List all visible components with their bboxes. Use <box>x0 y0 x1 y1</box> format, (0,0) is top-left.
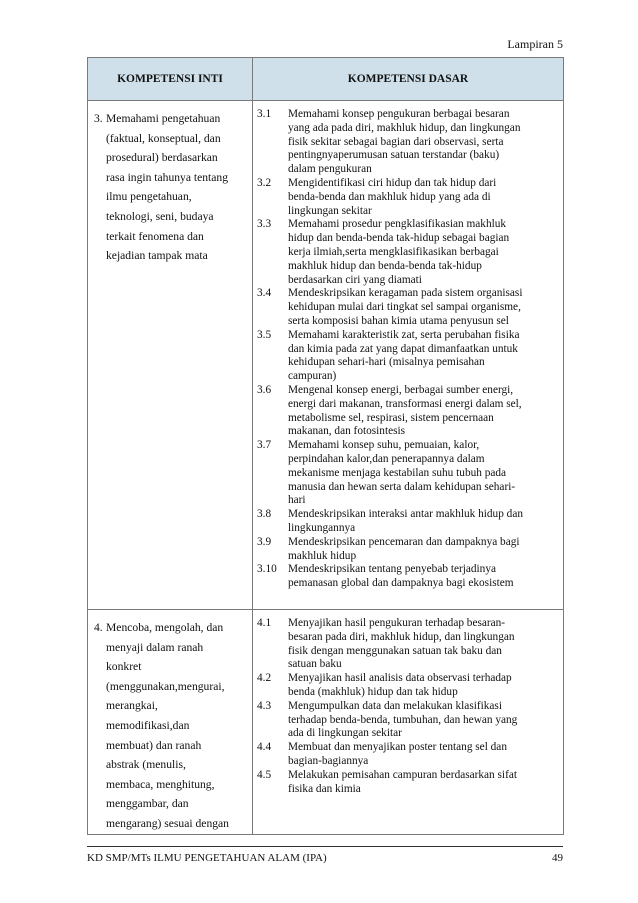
ki-line: rasa ingin tahunya tentang <box>106 170 229 184</box>
kd-line: Mendeskripsikan keragaman pada sistem organisasi <box>288 287 523 300</box>
ki-line: membaca, menghitung, <box>106 777 215 791</box>
kd-text <box>288 508 560 536</box>
ki-line: prosedural) berdasarkan <box>106 151 218 165</box>
ki-line: Memahami pengetahuan <box>106 112 221 125</box>
ki-line: merangkai, <box>106 699 158 713</box>
kd-line: manusia dan hewan serta dalam kehidupan sehari- <box>288 480 516 493</box>
kd-line: berdasarkan ciri yang diamati <box>288 273 422 286</box>
kd-text <box>288 741 560 769</box>
kd-text <box>288 287 560 328</box>
kd-text <box>288 700 560 741</box>
kd-line: satuan baku <box>288 658 342 671</box>
kd-number: 4.1 <box>257 617 272 629</box>
kd-item <box>257 218 560 287</box>
kd-line: bagian-bagiannya <box>288 754 369 767</box>
kd-number: 3.6 <box>257 383 272 396</box>
header-kompetensi-dasar: KOMPETENSI DASAR <box>253 58 564 101</box>
table-row <box>88 101 564 610</box>
kd-line: Memahami karakteristik zat, serta perubahan fisika <box>288 328 520 341</box>
header-kompetensi-inti: KOMPETENSI INTI <box>88 58 253 101</box>
kd-number: 3.7 <box>257 439 272 452</box>
kd-text <box>288 218 560 287</box>
kd-number: 4.4 <box>257 741 272 754</box>
kd-line: ada di lingkungan sekitar <box>288 727 402 740</box>
ki-line: terkait fenomena dan <box>106 229 204 243</box>
kd-item <box>257 617 560 672</box>
kd-line: makhluk hidup dan benda-benda tak-hidup <box>288 259 482 272</box>
kd-line: Mendeskripsikan tentang penyebab terjadinya <box>288 563 496 576</box>
kd-item <box>257 439 560 508</box>
kd-line: besaran pada diri, makhluk hidup, dan lingkungan <box>288 630 515 643</box>
footer-divider <box>87 846 563 847</box>
competency-table <box>87 57 564 835</box>
ki-line: (menggunakan,mengurai, <box>106 679 225 693</box>
ki-line: abstrak (menulis, <box>106 758 186 772</box>
kd-line: campuran) <box>288 370 337 383</box>
ki-line: mengarang) sesuai dengan <box>106 816 229 830</box>
kd-line: dan kimia pada zat yang dapat dimanfaatkan untuk <box>288 342 518 355</box>
kd-line: Memahami konsep suhu, pemuaian, kalor, <box>288 439 480 452</box>
kd-item <box>257 769 560 797</box>
footer-title: KD SMP/MTs ILMU PENGETAHUAN ALAM (IPA) <box>87 852 327 864</box>
kd-text <box>288 617 560 672</box>
ki-text <box>106 618 248 834</box>
kd-number: 3.8 <box>257 508 272 521</box>
kd-item <box>257 536 560 564</box>
ki-line: (faktual, konseptual, dan <box>106 131 221 145</box>
kd-text <box>288 439 560 508</box>
kd-line: kerja ilmiah,serta mengklasifikasikan berbagai <box>288 245 499 258</box>
kd-item <box>257 177 560 218</box>
kd-line: Mengenal konsep energi, berbagai sumber energi, <box>288 383 514 396</box>
kd-line: kehidupan sehari-hari (misalnya pemisahan <box>288 356 485 369</box>
kd-number: 4.5 <box>257 768 272 781</box>
kd-text <box>288 329 560 384</box>
ki-line: menyaji dalam ranah <box>106 640 204 654</box>
kd-text <box>288 536 560 564</box>
ki-line: kejadian tampak mata <box>106 249 208 263</box>
kd-text <box>288 672 560 700</box>
ki-line: membuat) dan ranah <box>106 738 202 752</box>
kd-item <box>257 508 560 536</box>
kd-line: Mendeskripsikan interaksi antar makhluk hidup dan <box>288 508 523 521</box>
kd-line: Membuat dan menyajikan poster tentang sel dan <box>288 741 507 754</box>
kd-line: lingkungan sekitar <box>288 204 372 217</box>
kd-number: 3.10 <box>257 563 277 576</box>
ki-line: menggambar, dan <box>106 797 189 811</box>
ki-cell <box>88 610 253 835</box>
kd-line: pentingnyaperumusan satuan terstandar (baku) <box>288 149 500 162</box>
kd-line: terhadap benda-benda, tumbuhan, dan hewan yang <box>288 713 518 726</box>
appendix-label: Lampiran 5 <box>507 37 563 51</box>
kd-line: fisika dan kimia <box>288 782 361 795</box>
kd-number: 4.2 <box>257 672 272 685</box>
kd-line: Mengidentifikasi ciri hidup dan tak hidup dari <box>288 176 497 189</box>
ki-line: Mencoba, mengolah, dan <box>106 621 224 634</box>
kd-line: hidup dan benda-benda tak-hidup sebagai bagian <box>288 232 510 245</box>
ki-number: 4. <box>94 621 103 634</box>
ki-line: teknologi, seni, budaya <box>106 209 214 223</box>
table-row <box>88 610 564 835</box>
ki-line: ilmu pengetahuan, <box>106 190 192 204</box>
kd-cell <box>253 101 564 610</box>
kd-line: fisik sekitar sebagai bagian dari observasi, serta <box>288 135 504 148</box>
kd-line: metabolisme sel, respirasi, sistem pencernaan <box>288 411 494 424</box>
kd-item <box>257 741 560 769</box>
kd-text <box>288 108 560 177</box>
kd-line: benda (makhluk) hidup dan tak hidup <box>288 685 458 698</box>
kd-item <box>257 384 560 439</box>
kd-line: hari <box>288 494 306 507</box>
ki-text <box>106 109 248 266</box>
kd-line: Melakukan pemisahan campuran berdasarkan sifat <box>288 768 517 781</box>
kd-item <box>257 700 560 741</box>
kd-line: Menyajikan hasil analisis data observasi terhadap <box>288 672 512 685</box>
kd-line: Memahami konsep pengukuran berbagai besaran <box>288 108 510 120</box>
table-header-row <box>88 58 564 101</box>
kd-cell <box>253 610 564 835</box>
kd-line: mekanisme menjaga kestabilan suhu tubuh pada <box>288 466 507 479</box>
kd-number: 3.5 <box>257 328 272 341</box>
kd-line: Mendeskripsikan pencemaran dan dampaknya bagi <box>288 535 520 548</box>
kd-line: Mengumpulkan data dan melakukan klasifikasi <box>288 699 502 712</box>
kd-line: fisik dengan menggunakan satuan tak baku dan <box>288 644 502 657</box>
kd-text <box>288 384 560 439</box>
kd-line: makanan, dan fotosintesis <box>288 425 406 438</box>
kd-number: 3.3 <box>257 218 272 231</box>
kd-number: 3.4 <box>257 287 272 300</box>
ki-line: memodifikasi,dan <box>106 718 190 732</box>
kd-number: 3.1 <box>257 108 272 120</box>
kd-number: 3.2 <box>257 176 272 189</box>
kd-text <box>288 769 560 797</box>
kd-item <box>257 108 560 177</box>
kd-line: perpindahan kalor,dan penerapannya dalam <box>288 452 485 465</box>
kd-item <box>257 287 560 328</box>
kd-line: makhluk hidup <box>288 549 357 562</box>
kd-text <box>288 177 560 218</box>
kd-line: Memahami prosedur pengklasifikasian makhluk <box>288 218 507 231</box>
page-number: 49 <box>552 852 563 864</box>
kd-item <box>257 329 560 384</box>
kd-item <box>257 563 560 591</box>
kd-number: 4.3 <box>257 699 272 712</box>
ki-line: konkret <box>106 660 142 674</box>
kd-line: energi dari makanan, transformasi energi dalam sel, <box>288 397 522 410</box>
kd-text <box>288 563 560 591</box>
kd-line: serta komposisi bahan kimia utama penyusun sel <box>288 314 509 327</box>
kd-line: benda-benda dan makhluk hidup yang ada di <box>288 190 491 203</box>
kd-line: kehidupan mulai dari tingkat sel sampai organisme, <box>288 301 521 314</box>
kd-line: Menyajikan hasil pengukuran terhadap besaran- <box>288 617 506 629</box>
kd-number: 3.9 <box>257 535 272 548</box>
kd-item <box>257 672 560 700</box>
kd-line: yang ada pada diri, makhluk hidup, dan lingkungan <box>288 121 521 134</box>
kd-line: dalam pengukuran <box>288 163 372 176</box>
kd-line: lingkungannya <box>288 521 356 534</box>
kd-line: pemanasan global dan dampaknya bagi ekosistem <box>288 577 514 590</box>
ki-number: 3. <box>94 112 103 125</box>
ki-cell <box>88 101 253 610</box>
